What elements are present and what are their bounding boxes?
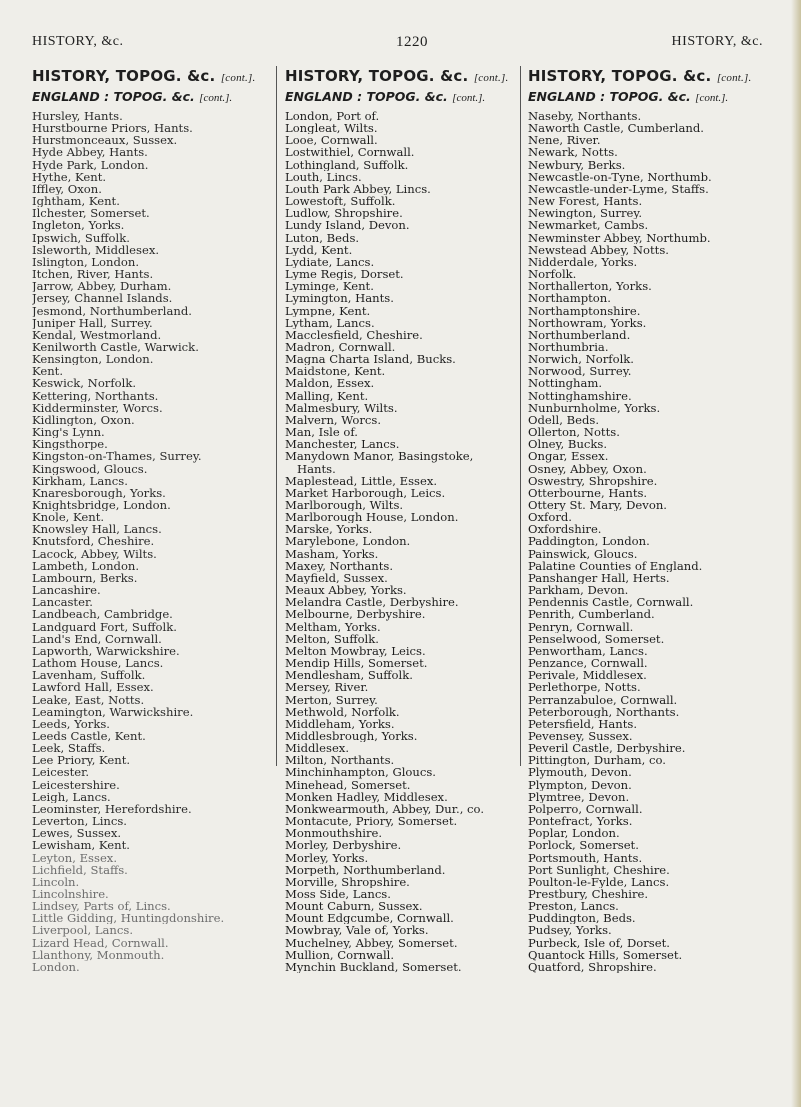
index-entry: Penselwood, Somerset. bbox=[528, 632, 665, 645]
index-entry: Lincoln. bbox=[32, 875, 80, 888]
index-entry: Leominster, Herefordshire. bbox=[32, 802, 192, 816]
running-head-left: HISTORY, &c. bbox=[32, 34, 124, 49]
index-entry: Nottinghamshire. bbox=[528, 389, 632, 402]
index-entry: Ingleton, Yorks. bbox=[32, 219, 125, 232]
index-entry: Pittington, Durham, co. bbox=[528, 754, 666, 767]
index-entry: Kirkham, Lancs. bbox=[32, 474, 128, 487]
index-entry: Plymtree, Devon. bbox=[528, 790, 630, 803]
index-entry: Leyton, Essex. bbox=[32, 851, 118, 864]
index-entry: Polperro, Cornwall. bbox=[528, 802, 643, 816]
index-entry: Lacock, Abbey, Wilts. bbox=[32, 547, 157, 560]
index-entry: Maldon, Essex. bbox=[285, 377, 375, 390]
index-entry: Hants. bbox=[297, 462, 336, 475]
index-entry: Lowestoft, Suffolk. bbox=[285, 195, 396, 208]
index-entry: Melbourne, Derbyshire. bbox=[285, 608, 426, 621]
index-entry: New Forest, Hants. bbox=[528, 195, 643, 208]
index-entry: Leeds, Yorks. bbox=[32, 717, 110, 730]
index-entry: Knaresborough, Yorks. bbox=[32, 486, 166, 499]
index-entry: Louth Park Abbey, Lincs. bbox=[285, 182, 431, 196]
index-entry: Melton Mowbray, Leics. bbox=[285, 644, 426, 658]
index-entry: Mayfield, Sussex. bbox=[285, 571, 388, 585]
index-entry: Moss Side, Lancs. bbox=[285, 888, 391, 901]
index-entry: Mendlesham, Suffolk. bbox=[285, 669, 413, 682]
index-entry: Newmarket, Cambs. bbox=[528, 219, 649, 232]
index-entry: Ongar, Essex. bbox=[528, 450, 609, 463]
index-entry: Middleham, Yorks. bbox=[285, 717, 395, 730]
index-entry: London. bbox=[32, 960, 80, 974]
index-entry: Llanthony, Monmouth. bbox=[32, 948, 165, 961]
index-entry: Marlborough, Wilts. bbox=[285, 499, 404, 512]
index-entry: Ollerton, Notts. bbox=[528, 426, 620, 439]
index-entry: Milton, Northants. bbox=[285, 754, 395, 767]
index-entry: Lewes, Sussex. bbox=[32, 827, 122, 840]
index-entry: Otterbourne, Hants. bbox=[528, 486, 648, 499]
subheading-text: ENGLAND : TOPOG. &c. bbox=[528, 89, 691, 104]
index-entry: Juniper Hall, Surrey. bbox=[32, 316, 153, 329]
index-entry: Lewisham, Kent. bbox=[32, 839, 130, 852]
index-entry: Hythe, Kent. bbox=[32, 170, 107, 183]
index-entry: Kingswood, Gloucs. bbox=[32, 462, 148, 475]
index-entry: Lambeth, London. bbox=[32, 559, 140, 572]
index-entry: Man, Isle of. bbox=[285, 426, 358, 439]
subheading-text: ENGLAND : TOPOG. &c. bbox=[285, 89, 448, 104]
index-entry: Palatine Counties of England. bbox=[528, 559, 703, 572]
index-entry: Mount Edgcumbe, Cornwall. bbox=[285, 912, 454, 925]
index-entry: Longleat, Wilts. bbox=[285, 122, 378, 135]
index-entry: Kidlington, Oxon. bbox=[32, 413, 135, 427]
index-entry: Isleworth, Middlesex. bbox=[32, 243, 160, 256]
index-entry: Lambourn, Berks. bbox=[32, 571, 138, 585]
index-entry: Norfolk. bbox=[528, 268, 577, 281]
index-entry: Merton, Surrey. bbox=[285, 693, 378, 706]
index-entry: Magna Charta Island, Bucks. bbox=[285, 353, 456, 366]
index-entry: Jersey, Channel Islands. bbox=[32, 292, 173, 305]
index-entry: Poplar, London. bbox=[528, 827, 620, 840]
index-entry: Luton, Beds. bbox=[285, 231, 360, 244]
index-entry: Perivale, Middlesex. bbox=[528, 669, 647, 682]
index-entry: Oxfordshire. bbox=[528, 523, 602, 536]
index-entry: Naworth Castle, Cumberland. bbox=[528, 122, 704, 135]
index-entry: Hyde Park, London. bbox=[32, 158, 149, 171]
index-entry: London, Port of. bbox=[285, 110, 380, 123]
index-entry: Looe, Cornwall. bbox=[285, 134, 378, 147]
index-entry: Portsmouth, Hants. bbox=[528, 851, 643, 864]
index-entry: Melandra Castle, Derbyshire. bbox=[285, 596, 459, 609]
index-entry: Leake, East, Notts. bbox=[32, 693, 145, 706]
index-entry: Muchelney, Abbey, Somerset. bbox=[285, 936, 458, 949]
index-entry: Olney, Bucks. bbox=[528, 438, 608, 451]
index-entry: Malling, Kent. bbox=[285, 389, 369, 402]
index-entry: Northumberland. bbox=[528, 328, 631, 341]
column-1 bbox=[32, 66, 272, 973]
section-heading-text: HISTORY, TOPOG. &c. bbox=[285, 67, 469, 85]
heading-cont-mark: [cont.]. bbox=[716, 72, 752, 84]
index-entry: Lapworth, Warwickshire. bbox=[32, 644, 180, 658]
index-entry: Lydd, Kent. bbox=[285, 243, 353, 256]
index-entry: Hurstmonceaux, Sussex. bbox=[32, 134, 178, 147]
running-head-right: HISTORY, &c. bbox=[671, 34, 763, 49]
subheading-cont-mark: [cont.]. bbox=[199, 92, 233, 104]
index-entry: Kingsthorpe. bbox=[32, 438, 108, 451]
index-entry: Monmouthshire. bbox=[285, 827, 383, 840]
index-entry: Newington, Surrey. bbox=[528, 207, 643, 220]
index-entry: Nottingham. bbox=[528, 377, 603, 390]
index-entry: Nene, River. bbox=[528, 134, 601, 147]
section-heading bbox=[32, 66, 272, 88]
index-entry: Manydown Manor, Basingstoke, bbox=[285, 450, 474, 463]
index-entry: Mowbray, Vale of, Yorks. bbox=[285, 924, 429, 937]
index-entry: Penzance, Cornwall. bbox=[528, 657, 648, 670]
page-edge bbox=[791, 0, 801, 1107]
index-entry: Itchen, River, Hants. bbox=[32, 268, 154, 281]
index-entry: Kingston-on-Thames, Surrey. bbox=[32, 450, 202, 463]
section-subheading bbox=[285, 88, 525, 107]
index-entry: Northallerton, Yorks. bbox=[528, 280, 652, 293]
index-entry: Purbeck, Isle of, Dorset. bbox=[528, 936, 670, 949]
index-entry: Lancaster. bbox=[32, 596, 93, 609]
index-entry: Lathom House, Lancs. bbox=[32, 657, 164, 670]
index-entry: Masham, Yorks. bbox=[285, 547, 379, 560]
index-entry: Mendip Hills, Somerset. bbox=[285, 657, 428, 670]
index-entry: Islington, London. bbox=[32, 255, 140, 269]
index-entry: Maidstone, Kent. bbox=[285, 365, 386, 378]
index-entry: Lavenham, Suffolk. bbox=[32, 669, 146, 682]
index-entry: Knightsbridge, London. bbox=[32, 499, 171, 512]
index-entry: Maxey, Northants. bbox=[285, 559, 394, 572]
index-entry: Leeds Castle, Kent. bbox=[32, 729, 146, 743]
index-entry: Morley, Yorks. bbox=[285, 851, 369, 864]
index-entry: Pudsey, Yorks. bbox=[528, 924, 612, 937]
index-entry: Marske, Yorks. bbox=[285, 523, 373, 536]
index-entry: Leicestershire. bbox=[32, 778, 120, 791]
index-entry: Manchester, Lancs. bbox=[285, 438, 400, 451]
index-entry: Northowram, Yorks. bbox=[528, 316, 647, 329]
column-3 bbox=[528, 66, 773, 973]
index-entry: Newstead Abbey, Notts. bbox=[528, 243, 669, 256]
index-entry: Pendennis Castle, Cornwall. bbox=[528, 596, 694, 609]
index-entry: Porlock, Somerset. bbox=[528, 839, 639, 852]
index-entry: Hursley, Hants. bbox=[32, 110, 123, 123]
index-entry: Little Gidding, Huntingdonshire. bbox=[32, 912, 225, 925]
index-entry: Mynchin Buckland, Somerset. bbox=[285, 960, 462, 974]
index-entry: Ottery St. Mary, Devon. bbox=[528, 499, 667, 512]
section-subheading bbox=[32, 88, 272, 107]
heading-cont-mark: [cont.]. bbox=[473, 72, 509, 84]
index-entry: Peveril Castle, Derbyshire. bbox=[528, 742, 686, 755]
index-entry: Lostwithiel, Cornwall. bbox=[285, 146, 415, 159]
index-entry: Prestbury, Cheshire. bbox=[528, 888, 649, 901]
index-entry: Lymington, Hants. bbox=[285, 292, 394, 305]
index-entry: Hurstbourne Priors, Hants. bbox=[32, 122, 193, 135]
index-entry: Kensington, London. bbox=[32, 353, 154, 366]
index-entry: King's Lynn. bbox=[32, 426, 105, 439]
index-entry: Lyme Regis, Dorset. bbox=[285, 268, 404, 281]
index-entry: Naseby, Northants. bbox=[528, 110, 642, 123]
index-entry: Kidderminster, Worcs. bbox=[32, 401, 163, 414]
index-entry: Mersey, River. bbox=[285, 681, 369, 694]
index-entry: Montacute, Priory, Somerset. bbox=[285, 815, 458, 828]
index-entry: Perlethorpe, Notts. bbox=[528, 681, 641, 694]
index-entry: Morpeth, Northumberland. bbox=[285, 863, 446, 876]
entry-list bbox=[528, 110, 773, 973]
index-entry: Penryn, Cornwall. bbox=[528, 620, 634, 633]
section-heading-text: HISTORY, TOPOG. &c. bbox=[32, 67, 216, 85]
index-entry: Newbury, Berks. bbox=[528, 158, 626, 171]
index-entry: Nunburnholme, Yorks. bbox=[528, 401, 661, 414]
running-head bbox=[32, 34, 763, 54]
index-entry: Perranzabuloe, Cornwall. bbox=[528, 693, 678, 706]
index-entry: Lundy Island, Devon. bbox=[285, 219, 410, 232]
index-entry: Lee Priory, Kent. bbox=[32, 754, 131, 767]
index-entry: Morley, Derbyshire. bbox=[285, 839, 402, 852]
index-entry: Port Sunlight, Cheshire. bbox=[528, 863, 670, 876]
index-entry: Macclesfield, Cheshire. bbox=[285, 328, 423, 341]
index-entry: Mullion, Cornwall. bbox=[285, 948, 395, 961]
index-entry: Marlborough House, London. bbox=[285, 511, 459, 524]
index-entry: Quantock Hills, Somerset. bbox=[528, 948, 683, 961]
index-entry: Norwich, Norfolk. bbox=[528, 353, 634, 366]
index-entry: Malmesbury, Wilts. bbox=[285, 401, 398, 414]
index-entry: Norwood, Surrey. bbox=[528, 365, 632, 378]
index-entry: Madron, Cornwall. bbox=[285, 340, 396, 354]
index-entry: Lyminge, Kent. bbox=[285, 280, 374, 293]
index-entry: Melton, Suffolk. bbox=[285, 632, 379, 645]
section-subheading bbox=[528, 88, 773, 107]
index-entry: Pevensey, Sussex. bbox=[528, 729, 633, 743]
index-entry: Jarrow, Abbey, Durham. bbox=[32, 280, 172, 293]
index-entry: Lancashire. bbox=[32, 584, 101, 597]
index-entry: Lawford Hall, Essex. bbox=[32, 681, 154, 694]
index-entry: Quatford, Shropshire. bbox=[528, 960, 657, 974]
index-entry: Newcastle-under-Lyme, Staffs. bbox=[528, 182, 709, 196]
index-entry: Ipswich, Suffolk. bbox=[32, 231, 130, 244]
index-entry: Lizard Head, Cornwall. bbox=[32, 936, 169, 949]
index-entry: Methwold, Norfolk. bbox=[285, 705, 400, 718]
index-entry: Parkham, Devon. bbox=[528, 584, 629, 597]
index-entry: Ightham, Kent. bbox=[32, 195, 120, 208]
entry-list bbox=[32, 110, 272, 973]
index-entry: Malvern, Worcs. bbox=[285, 413, 382, 427]
index-entry: Liverpool, Lancs. bbox=[32, 924, 134, 937]
index-entry: Iffley, Oxon. bbox=[32, 182, 102, 196]
index-entry: Ilchester, Somerset. bbox=[32, 207, 150, 220]
index-entry: Lincolnshire. bbox=[32, 888, 109, 901]
index-entry: Lympne, Kent. bbox=[285, 304, 371, 317]
index-entry: Preston, Lancs. bbox=[528, 900, 619, 913]
index-entry: Leverton, Lincs. bbox=[32, 815, 127, 828]
index-entry: Leek, Staffs. bbox=[32, 742, 106, 755]
index-entry: Land's End, Cornwall. bbox=[32, 632, 162, 645]
index-entry: Maplestead, Little, Essex. bbox=[285, 474, 438, 487]
index-entry: Leigh, Lancs. bbox=[32, 790, 111, 803]
section-heading bbox=[528, 66, 773, 88]
index-entry: Marylebone, London. bbox=[285, 535, 411, 548]
index-entry: Monken Hadley, Middlesex. bbox=[285, 790, 448, 803]
index-entry: Lothingland, Suffolk. bbox=[285, 158, 409, 171]
index-entry: Penrith, Cumberland. bbox=[528, 608, 655, 621]
index-entry: Mount Caburn, Sussex. bbox=[285, 900, 423, 913]
index-entry: Osney, Abbey, Oxon. bbox=[528, 462, 647, 475]
index-entry: Jesmond, Northumberland. bbox=[32, 304, 192, 317]
index-entry: Petersfield, Hants. bbox=[528, 717, 638, 730]
index-entry: Northamptonshire. bbox=[528, 304, 641, 317]
index-entry: Meaux Abbey, Yorks. bbox=[285, 584, 407, 597]
index-entry: Newcastle-on-Tyne, Northumb. bbox=[528, 170, 712, 183]
index-entry: Leicester. bbox=[32, 766, 90, 779]
index-entry: Middlesex. bbox=[285, 742, 350, 755]
index-entry: Nidderdale, Yorks. bbox=[528, 255, 638, 269]
section-heading-text: HISTORY, TOPOG. &c. bbox=[528, 67, 712, 85]
index-entry: Puddington, Beds. bbox=[528, 912, 636, 925]
index-entry: Peterborough, Northants. bbox=[528, 705, 680, 718]
index-entry: Oswestry, Shropshire. bbox=[528, 474, 658, 487]
index-entry: Northumbria. bbox=[528, 340, 609, 354]
index-entry: Lytham, Lancs. bbox=[285, 316, 375, 329]
index-entry: Lichfield, Staffs. bbox=[32, 863, 128, 876]
index-entry: Painswick, Gloucs. bbox=[528, 547, 638, 560]
column-divider bbox=[276, 66, 277, 766]
subheading-text: ENGLAND : TOPOG. &c. bbox=[32, 89, 195, 104]
index-entry: Pontefract, Yorks. bbox=[528, 815, 633, 828]
index-entry: Knutsford, Cheshire. bbox=[32, 535, 155, 548]
index-entry: Paddington, London. bbox=[528, 535, 650, 548]
index-entry: Leamington, Warwickshire. bbox=[32, 705, 194, 718]
index-entry: Plympton, Devon. bbox=[528, 778, 632, 791]
index-entry: Newminster Abbey, Northumb. bbox=[528, 231, 711, 244]
index-entry: Louth, Lincs. bbox=[285, 170, 362, 183]
index-entry: Lydiate, Lancs. bbox=[285, 255, 375, 269]
index-entry: Newark, Notts. bbox=[528, 146, 618, 159]
index-entry: Knowsley Hall, Lancs. bbox=[32, 523, 162, 536]
index-entry: Kettering, Northants. bbox=[32, 389, 159, 402]
index-entry: Hyde Abbey, Hants. bbox=[32, 146, 148, 159]
subheading-cont-mark: [cont.]. bbox=[695, 92, 729, 104]
entry-list bbox=[285, 110, 525, 973]
index-entry: Panshanger Hall, Herts. bbox=[528, 571, 670, 585]
index-entry: Kenilworth Castle, Warwick. bbox=[32, 340, 199, 354]
index-entry: Market Harborough, Leics. bbox=[285, 486, 446, 499]
index-entry: Ludlow, Shropshire. bbox=[285, 207, 403, 220]
index-entry: Morville, Shropshire. bbox=[285, 875, 410, 888]
index-entry: Lindsey, Parts of, Lincs. bbox=[32, 900, 171, 913]
index-entry: Minehead, Somerset. bbox=[285, 778, 411, 791]
index-entry: Kendal, Westmorland. bbox=[32, 328, 162, 341]
index-entry: Knole, Kent. bbox=[32, 511, 105, 524]
heading-cont-mark: [cont.]. bbox=[220, 72, 256, 84]
index-entry: Penwortham, Lancs. bbox=[528, 644, 648, 658]
index-entry: Monkwearmouth, Abbey, Dur., co. bbox=[285, 802, 485, 816]
page-number: 1220 bbox=[396, 34, 428, 50]
column-2 bbox=[285, 66, 525, 973]
index-entry: Keswick, Norfolk. bbox=[32, 377, 137, 390]
index-entry: Oxford. bbox=[528, 511, 572, 524]
index-entry: Kent. bbox=[32, 365, 64, 378]
section-heading bbox=[285, 66, 525, 88]
index-entry: Meltham, Yorks. bbox=[285, 620, 381, 633]
index-entry: Northampton. bbox=[528, 292, 611, 305]
index-entry: Poulton-le-Fylde, Lancs. bbox=[528, 875, 670, 888]
subheading-cont-mark: [cont.]. bbox=[452, 92, 486, 104]
index-entry: Middlesbrough, Yorks. bbox=[285, 729, 418, 743]
index-entry: Landguard Fort, Suffolk. bbox=[32, 620, 177, 633]
index-entry: Plymouth, Devon. bbox=[528, 766, 632, 779]
index-entry: Odell, Beds. bbox=[528, 413, 600, 427]
index-entry: Landbeach, Cambridge. bbox=[32, 608, 173, 621]
index-entry: Minchinhampton, Gloucs. bbox=[285, 766, 436, 779]
